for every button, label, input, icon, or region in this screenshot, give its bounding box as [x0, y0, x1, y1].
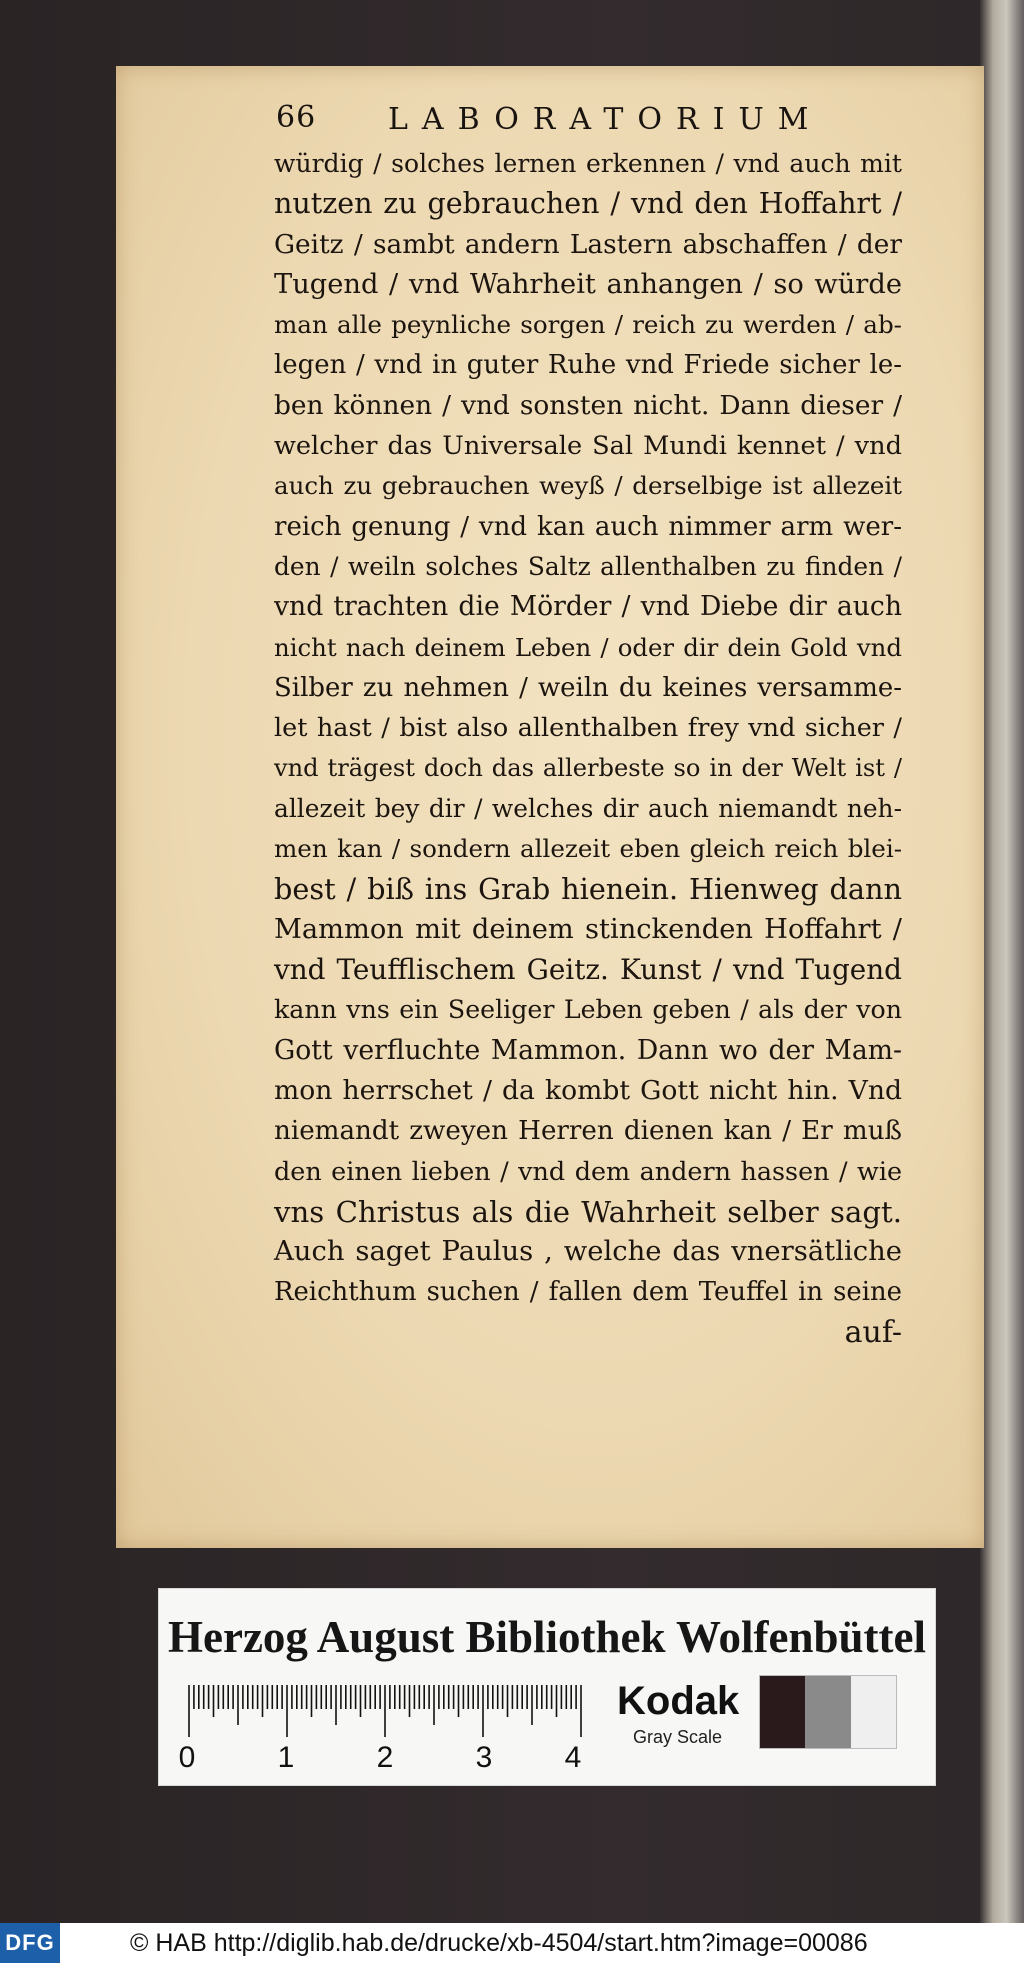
dfg-logo: DFG — [0, 1923, 60, 1963]
text-line: best / biß ins Grab hienein. Hienweg dann — [274, 872, 902, 907]
text-line: Geitz / sambt andern Lastern abschaffen / der — [274, 229, 902, 260]
ruler-digit: 3 — [475, 1741, 493, 1774]
library-name: Herzog August Bibliothek Wolfenbüttel — [168, 1612, 926, 1662]
ruler-digit: 2 — [376, 1741, 394, 1774]
text-line: vnd Teufflischem Geitz. Kunst / vnd Tugend — [274, 952, 902, 986]
gray-scale-label: Gray Scale — [633, 1727, 723, 1747]
color-target-card — [158, 1588, 936, 1786]
gray-swatch-light — [851, 1676, 896, 1748]
text-line: würdig / solches lernen erkennen / vnd auch mit — [274, 149, 902, 178]
text-line: men kan / sondern allezeit eben gleich reich blei- — [274, 834, 902, 864]
text-line: man alle peynliche sorgen / reich zu werden / ab- — [274, 310, 902, 340]
text-line: mon herrschet / da kombt Gott nicht hin. Vnd — [274, 1074, 902, 1106]
text-line: kann vns ein Seeliger Leben geben / als der von — [274, 995, 902, 1025]
text-line: Tugend / vnd Wahrheit anhangen / so würde — [274, 268, 902, 300]
text-line: Gott verfluchte Mammon. Dann wo der Mam- — [274, 1034, 902, 1066]
text-line: Silber zu nehmen / weiln du keines versamme- — [274, 672, 902, 703]
gray-swatch-mid — [805, 1676, 850, 1748]
text-line: den / weiln solches Saltz allenthalben zu finden / — [274, 551, 902, 581]
next-page-edge — [980, 0, 1024, 1923]
page-header — [276, 100, 896, 140]
ruler-digit: 0 — [178, 1741, 196, 1774]
text-line: vnd trachten die Mörder / vnd Diebe dir auch — [274, 591, 902, 623]
text-line: welcher das Universale Sal Mundi kennet / vnd — [274, 431, 902, 462]
text-line: vns Christus als die Wahrheit selber sagt. — [274, 1194, 902, 1229]
gray-swatch-dark — [760, 1676, 805, 1748]
text-line: ben können / vnd sonsten nicht. Dann dieser / — [274, 389, 902, 421]
text-line: niemandt zweyen Herren dienen kan / Er muß — [274, 1116, 902, 1147]
text-line: Mammon mit deinem stinckenden Hoffahrt / — [274, 913, 902, 945]
page-body-text — [274, 144, 902, 1353]
ruler-digit: 4 — [564, 1741, 582, 1774]
text-line: auch zu gebrauchen weyß / derselbige ist allezeit — [274, 471, 902, 501]
gray-scale-swatches — [759, 1675, 897, 1749]
copyright-link-text[interactable]: © HAB http://diglib.hab.de/drucke/xb-4504/start.htm?image=00086 — [130, 1929, 868, 1957]
text-line: den einen lieben / vnd dem andern hassen / wie — [274, 1156, 902, 1187]
text-line: nutzen zu gebrauchen / vnd den Hoffahrt / — [274, 187, 902, 221]
text-line: legen / vnd in guter Ruhe vnd Friede sicher le- — [274, 350, 902, 381]
text-line: vnd trägest doch das allerbeste so in der Welt ist / — [274, 754, 902, 783]
text-line: let hast / bist also allenthalben frey vnd sicher / — [274, 713, 902, 744]
footer-bar — [0, 1923, 1024, 1963]
measurement-ruler — [187, 1685, 583, 1743]
kodak-logo: Kodak — [617, 1679, 740, 1723]
running-head: LABORATORIUM — [388, 102, 823, 137]
text-line: Auch saget Paulus , welche das vnersätliche — [274, 1236, 902, 1268]
text-line: reich genung / vnd kan auch nimmer arm wer- — [274, 511, 902, 542]
text-line: nicht nach deinem Leben / oder dir dein Gold vnd — [274, 632, 902, 662]
ruler-digit: 1 — [277, 1741, 295, 1774]
text-line: allezeit bey dir / welches dir auch niemandt neh- — [274, 793, 902, 823]
text-line: Reichthum suchen / fallen dem Teuffel in seine — [274, 1277, 902, 1308]
catchword: auf- — [844, 1314, 902, 1350]
book-page — [116, 66, 984, 1548]
page-number: 66 — [276, 100, 317, 135]
